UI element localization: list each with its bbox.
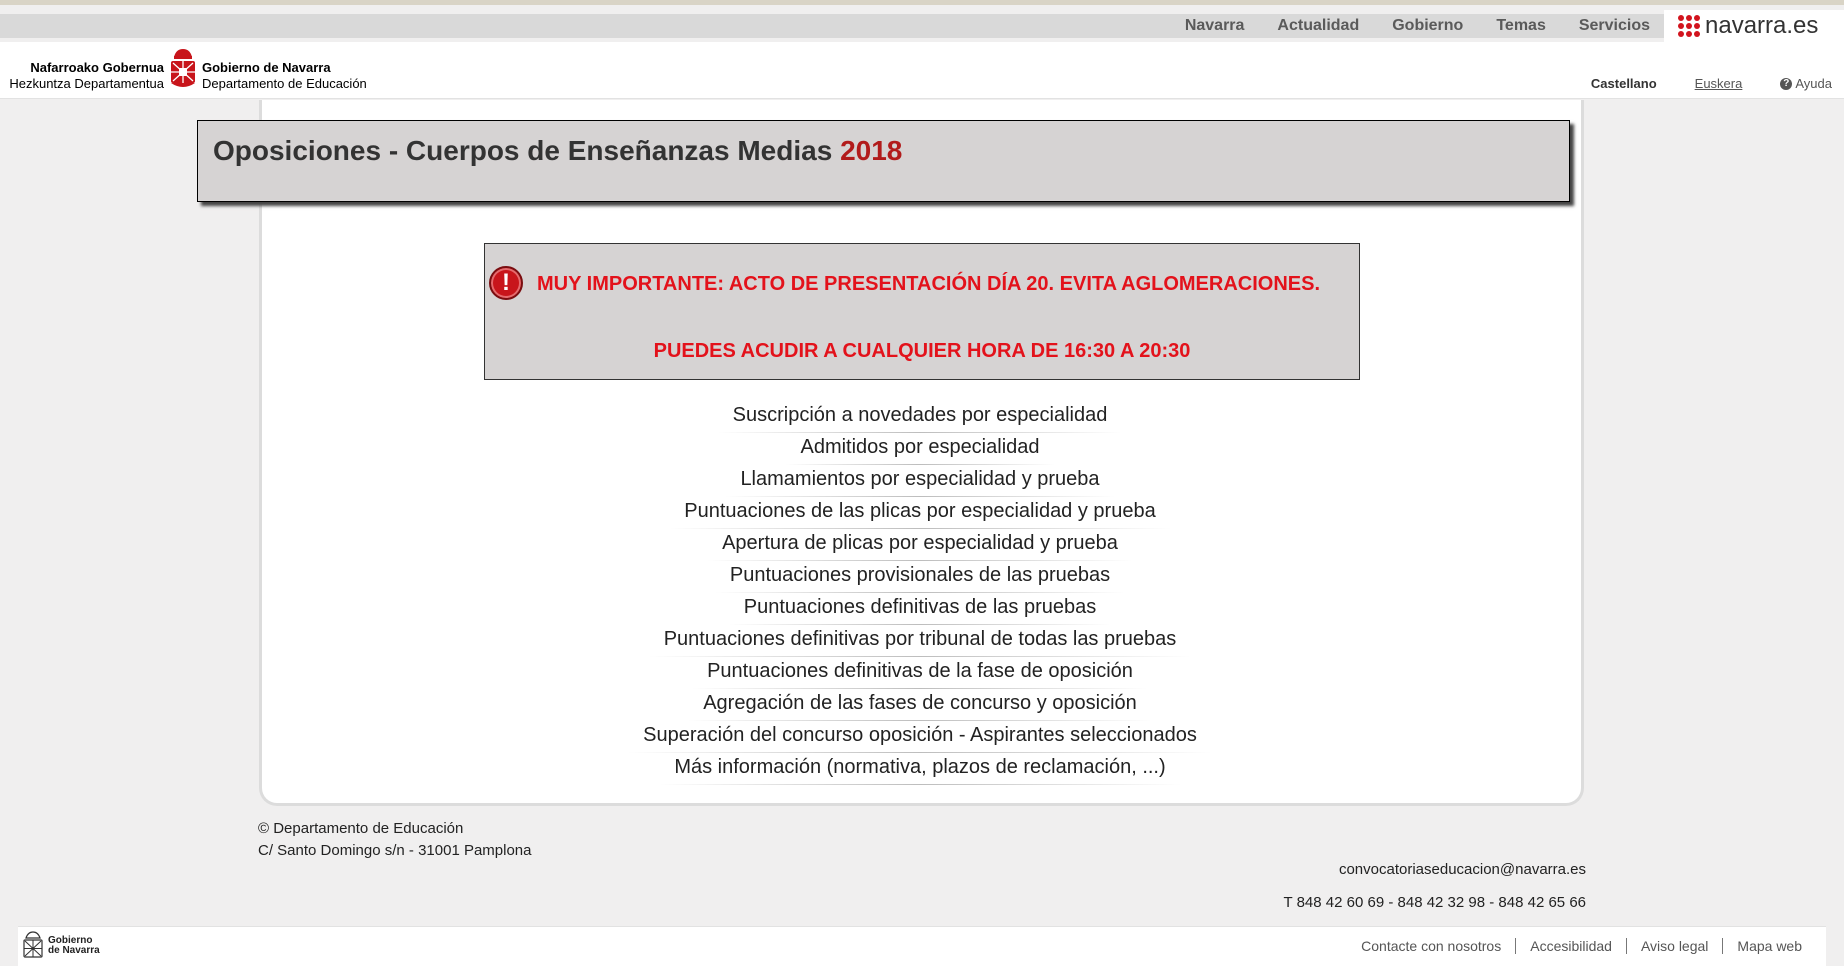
navarra-brand-link[interactable] <box>1664 10 1844 42</box>
menu-link-puntuaciones-provisionales[interactable]: Puntuaciones provisionales de las pruebas <box>729 564 1111 586</box>
footer-contact <box>1284 853 1586 919</box>
navarra-dots-icon <box>1678 15 1700 37</box>
menu-item <box>459 432 1381 464</box>
menu-link-admitidos[interactable]: Admitidos por especialidad <box>800 436 1040 458</box>
page-title <box>213 135 902 167</box>
menu-item <box>459 592 1381 624</box>
notice-line-2: PUEDES ACUDIR A CUALQUIER HORA DE 16:30 A 20:30 <box>653 340 1191 362</box>
menu-item <box>459 720 1381 752</box>
help-label: Ayuda <box>1795 76 1832 91</box>
dept-name-basque: Hezkuntza Departamentua <box>9 76 164 91</box>
menu-link-puntuaciones-plicas[interactable]: Puntuaciones de las plicas por especialidad y prueba <box>684 500 1156 522</box>
help-link[interactable] <box>1780 76 1832 91</box>
top-nav-links <box>1152 14 1650 38</box>
menu-item <box>459 624 1381 656</box>
alert-icon: ! <box>489 266 523 300</box>
footer-link-mapa-web[interactable]: Mapa web <box>1722 938 1816 954</box>
menu-item <box>459 496 1381 528</box>
gov-name-basque[interactable] <box>9 60 164 92</box>
logo-line-2: de Navarra <box>48 945 100 956</box>
menu-link-puntuaciones-definitivas[interactable]: Puntuaciones definitivas de las pruebas <box>743 596 1097 618</box>
footer-link-accesibilidad[interactable]: Accesibilidad <box>1515 938 1626 954</box>
page-title-text: Oposiciones - Cuerpos de Enseñanzas Medias <box>213 135 833 166</box>
menu-item <box>459 688 1381 720</box>
footer-phones: T 848 42 60 69 - 848 42 32 98 - 848 42 65 66 <box>1283 894 1586 911</box>
lang-castellano: Castellano <box>1590 76 1657 91</box>
top-accent-line <box>0 0 1844 5</box>
menu-link-agregacion[interactable]: Agregación de las fases de concurso y oposición <box>703 692 1137 714</box>
menu-item <box>459 656 1381 688</box>
menu-item <box>459 400 1381 432</box>
brand-name: navarra.es <box>1705 12 1819 39</box>
menu-link-llamamientos[interactable]: Llamamientos por especialidad y prueba <box>740 468 1100 490</box>
menu-link-puntuaciones-tribunal[interactable]: Puntuaciones definitivas por tribunal de todas las pruebas <box>663 628 1177 650</box>
nav-item-actualidad[interactable]: Actualidad <box>1277 17 1360 34</box>
footer-links <box>1347 938 1816 954</box>
footer-email[interactable]: convocatoriaseducacion@navarra.es <box>1338 861 1586 878</box>
nav-item-servicios[interactable]: Servicios <box>1578 17 1650 34</box>
nav-item-temas[interactable]: Temas <box>1496 17 1546 34</box>
important-notice <box>484 243 1360 380</box>
menu-item <box>459 528 1381 560</box>
org-name-spanish: Gobierno de Navarra <box>202 60 331 75</box>
footer-copyright: © Departamento de Educación <box>258 820 464 837</box>
dept-name-spanish: Departamento de Educación <box>202 76 367 91</box>
logo-line-1: Gobierno <box>48 935 93 946</box>
lang-euskera-link[interactable]: Euskera <box>1694 76 1743 91</box>
help-icon: ? <box>1780 78 1792 90</box>
footer-link-aviso-legal[interactable]: Aviso legal <box>1626 938 1722 954</box>
menu-link-apertura-plicas[interactable]: Apertura de plicas por especialidad y prueba <box>722 532 1118 554</box>
gobierno-navarra-logo[interactable] <box>22 931 100 961</box>
menu-item <box>459 752 1381 784</box>
footer-street: C/ Santo Domingo s/n - 31001 Pamplona <box>258 842 532 859</box>
top-navigation <box>0 14 1844 38</box>
site-header <box>0 42 1844 99</box>
nav-item-gobierno[interactable]: Gobierno <box>1392 17 1464 34</box>
crest-small-icon <box>22 931 44 961</box>
options-menu <box>459 400 1381 784</box>
footer-link-contacte[interactable]: Contacte con nosotros <box>1361 938 1502 954</box>
bottom-bar <box>18 926 1826 966</box>
notice-line-1: MUY IMPORTANTE: ACTO DE PRESENTACIÓN DÍA 20. EVITA AGLOMERACIONES. <box>537 273 1321 295</box>
gov-name-spanish[interactable] <box>202 60 367 92</box>
menu-item <box>459 464 1381 496</box>
menu-link-seleccionados[interactable]: Superación del concurso oposición - Aspirantes seleccionados <box>643 724 1197 746</box>
language-switcher <box>1591 76 1832 91</box>
menu-link-suscripcion[interactable]: Suscripción a novedades por especialidad <box>732 404 1108 426</box>
footer-address <box>258 818 532 862</box>
crest-icon <box>168 47 198 91</box>
menu-item <box>459 560 1381 592</box>
nav-item-navarra[interactable]: Navarra <box>1184 17 1245 34</box>
menu-link-mas-informacion[interactable]: Más información (normativa, plazos de reclamación, ...) <box>674 756 1166 778</box>
page-title-box <box>197 120 1570 202</box>
menu-link-fase-oposicion[interactable]: Puntuaciones definitivas de la fase de oposición <box>707 660 1133 682</box>
page-title-year: 2018 <box>840 135 903 166</box>
org-name-basque: Nafarroako Gobernua <box>30 60 164 75</box>
